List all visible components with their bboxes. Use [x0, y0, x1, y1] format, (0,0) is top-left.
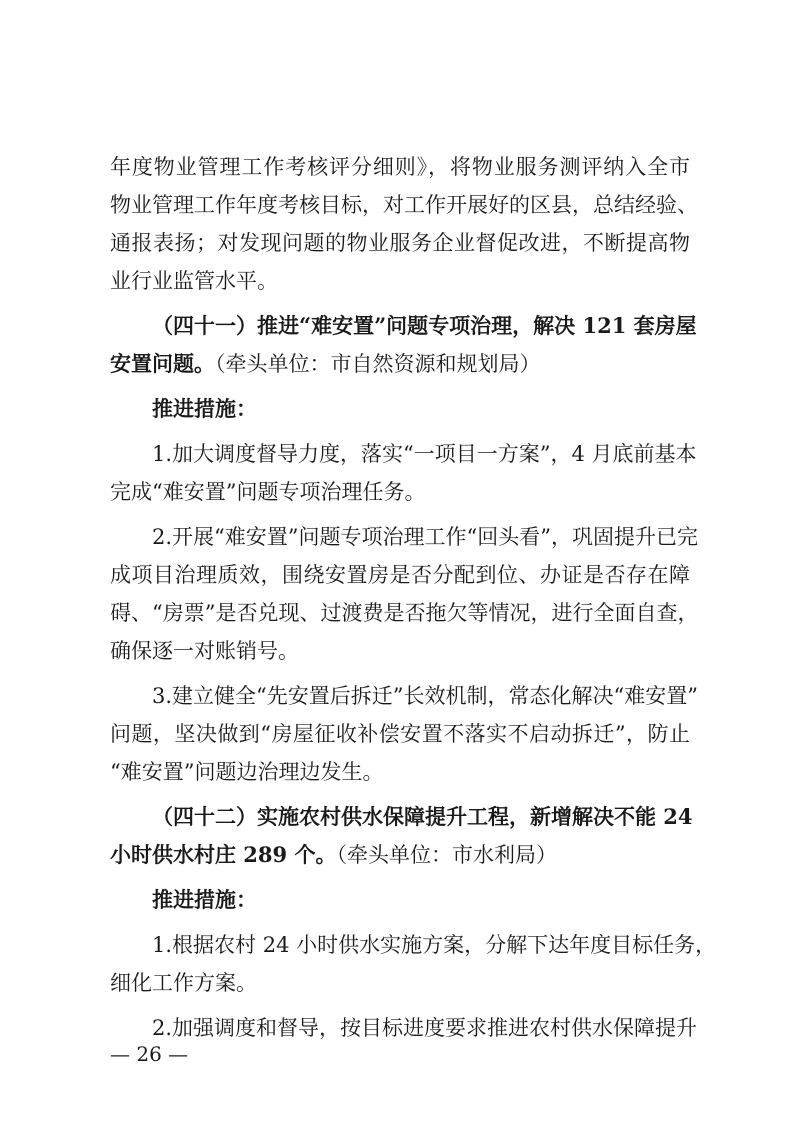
text-line: 成项目治理质效，围绕安置房是否分配到位、办证是否存在障 — [110, 563, 690, 587]
paragraph-property-assessment — [110, 148, 698, 300]
measures-label: 推进措施： — [152, 396, 257, 421]
measure-42-2 — [110, 1009, 698, 1047]
text-line: 物业管理工作年度考核目标，对工作开展好的区县，总结经验、 — [110, 193, 698, 217]
text-line: 1.根据农村 24 小时供水实施方案，分解下达年度目标任务， — [152, 933, 717, 957]
text-line: 2.开展“难安置”问题专项治理工作“回头看”，巩固提升已完 — [152, 525, 698, 549]
text-line: 通报表扬；对发现问题的物业服务企业督促改进，不断提高物 — [110, 231, 690, 255]
text-line: “难安置”问题边治理边发生。 — [110, 760, 384, 784]
text-line: 年度物业管理工作考核评分细则》，将物业服务测评纳入全市 — [110, 155, 690, 179]
lead-unit-text: （牵头单位：市自然资源和规划局） — [215, 352, 541, 376]
measure-41-2 — [110, 518, 699, 670]
text-line: 2.加强调度和督导，按目标进度要求推进农村供水保障提升 — [152, 1016, 698, 1040]
heading-bold-text: 安置问题。 — [110, 351, 215, 376]
item-42-heading — [110, 798, 693, 874]
heading-line: （四十二）实施农村供水保障提升工程，新增解决不能 24 — [152, 804, 693, 829]
text-line: 业行业监管水平。 — [110, 269, 278, 293]
measure-41-1 — [110, 435, 697, 511]
page-number: — 26 — — [110, 1042, 189, 1066]
lead-unit-text: （牵头单位：市水利局） — [336, 843, 557, 867]
heading-line — [110, 345, 690, 383]
text-line: 确保逐一对账销号。 — [110, 639, 299, 663]
text-line: 3.建立健全“先安置后拆迁”长效机制，常态化解决“难安置” — [152, 684, 698, 708]
document-body — [110, 148, 717, 1047]
measure-41-3 — [110, 677, 698, 791]
heading-bold-text: 小时供水村庄 289 个。 — [110, 842, 337, 867]
measure-42-1 — [110, 926, 717, 1002]
heading-line — [110, 836, 690, 874]
item-41-heading — [110, 307, 697, 383]
measures-label: 推进措施： — [152, 887, 257, 912]
text-line: 1.加大调度督导力度，落实“一项目一方案”，4 月底前基本 — [152, 442, 697, 466]
heading-line: （四十一）推进“难安置”问题专项治理，解决 121 套房屋 — [152, 313, 697, 338]
text-line: 细化工作方案。 — [110, 971, 257, 995]
text-line: 问题，坚决做到“房屋征收补偿安置不落实不启动拆迁”，防止 — [110, 722, 690, 746]
text-line: 碍、“房票”是否兑现、过渡费是否拖欠等情况，进行全面自查， — [110, 601, 699, 625]
text-line: 完成“难安置”问题专项治理任务。 — [110, 480, 426, 504]
